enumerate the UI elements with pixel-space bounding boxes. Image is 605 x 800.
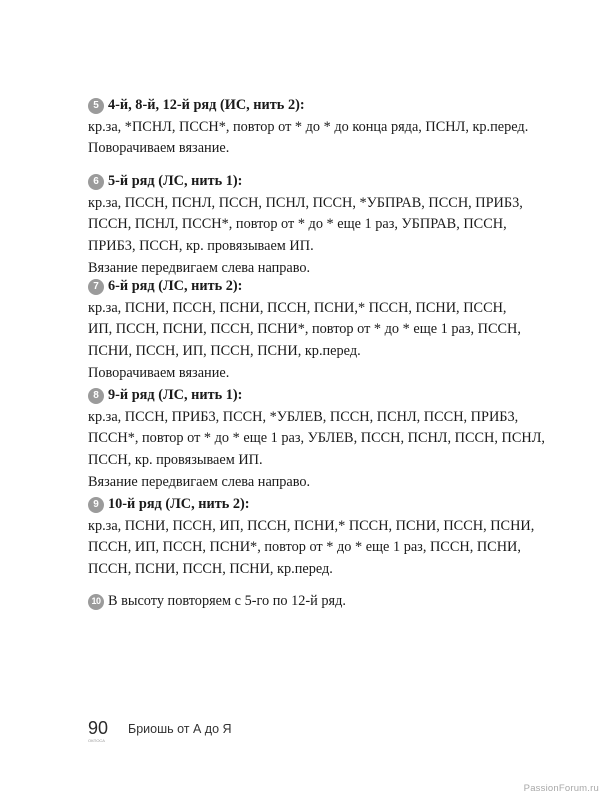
- step-line: ПРИБ3, ПССН, кр. провязываем ИП.: [88, 238, 314, 255]
- step-number-badge: 8: [88, 388, 104, 404]
- step-line: ПССН, ПСНИ, ПССН, ПСНИ, кр.перед.: [88, 561, 333, 578]
- step-line: Вязание передвигаем слева направо.: [88, 259, 311, 276]
- step-title: [88, 95, 548, 117]
- step-line: ИП, ПССН, ПСНИ, ПССН, ПСНИ*, повтор от * до * еще 1 раз, ПССН,: [88, 321, 521, 338]
- step-line: ПССН, ПСНЛ, ПССН*, повтор от * до * еще 1 раз, УБПРАВ, ПССН,: [88, 216, 507, 233]
- step-title-text: 9-й ряд (ЛС, нить 1):: [108, 387, 243, 403]
- step-title-text: 5-й ряд (ЛС, нить 1):: [108, 173, 243, 189]
- page-number-caption: ОКПОСА: [88, 738, 105, 743]
- step-line: кр.за, ПСНИ, ПССН, ИП, ПССН, ПСНИ,* ПССН, ПСНИ, ПССН, ПСНИ,: [88, 517, 535, 534]
- step-title: [88, 385, 548, 407]
- step-title: [88, 494, 548, 516]
- step-inline-row: [88, 591, 548, 613]
- step-line: ПССН*, повтор от * до * еще 1 раз, УБЛЕВ, ПССН, ПСНЛ, ПССН, ПСНЛ,: [88, 430, 545, 447]
- step-10: [88, 591, 548, 613]
- step-number-badge: 5: [88, 98, 104, 114]
- step-line: Вязание передвигаем слева направо.: [88, 473, 311, 490]
- step-line: ПССН, кр. провязываем ИП.: [88, 452, 263, 469]
- step-title-text: 4-й, 8-й, 12-й ряд (ИС, нить 2):: [108, 97, 305, 113]
- step-number-badge: 6: [88, 174, 104, 190]
- step-line: кр.за, ПССН, ПРИБ3, ПССН, *УБЛЕВ, ПССН, ПСНЛ, ПССН, ПРИБ3,: [88, 408, 519, 425]
- book-title: Бриошь от А до Я: [128, 722, 232, 736]
- step-9: [88, 494, 548, 581]
- step-7: [88, 276, 548, 385]
- step-8: [88, 385, 548, 494]
- step-text: В высоту повторяем с 5-го по 12-й ряд.: [108, 593, 346, 609]
- step-number-badge: 10: [88, 594, 104, 610]
- step-6: [88, 171, 548, 280]
- step-line: Поворачиваем вязание.: [88, 364, 230, 381]
- step-number-badge: 7: [88, 279, 104, 295]
- step-line: кр.за, ПССН, ПСНЛ, ПССН, ПСНЛ, ПССН, *УБПРАВ, ПССН, ПРИБ3,: [88, 194, 523, 211]
- step-line: ПССН, ИП, ПССН, ПСНИ*, повтор от * до * еще 1 раз, ПССН, ПСНИ,: [88, 539, 521, 556]
- step-number-badge: 9: [88, 497, 104, 513]
- page-number: 90: [88, 718, 109, 738]
- watermark: PassionForum.ru: [523, 783, 599, 794]
- step-line: ПСНИ, ПССН, ИП, ПССН, ПСНИ, кр.перед.: [88, 343, 361, 360]
- step-title: [88, 276, 548, 298]
- step-title: [88, 171, 548, 193]
- step-title-text: 10-й ряд (ЛС, нить 2):: [108, 496, 250, 512]
- step-line: кр.за, *ПСНЛ, ПССН*, повтор от * до * до конца ряда, ПСНЛ, кр.перед.: [88, 118, 529, 135]
- step-5: [88, 95, 548, 160]
- step-title-text: 6-й ряд (ЛС, нить 2):: [108, 278, 243, 294]
- step-line: Поворачиваем вязание.: [88, 140, 230, 157]
- step-line: кр.за, ПСНИ, ПССН, ПСНИ, ПССН, ПСНИ,* ПССН, ПСНИ, ПССН,: [88, 299, 507, 316]
